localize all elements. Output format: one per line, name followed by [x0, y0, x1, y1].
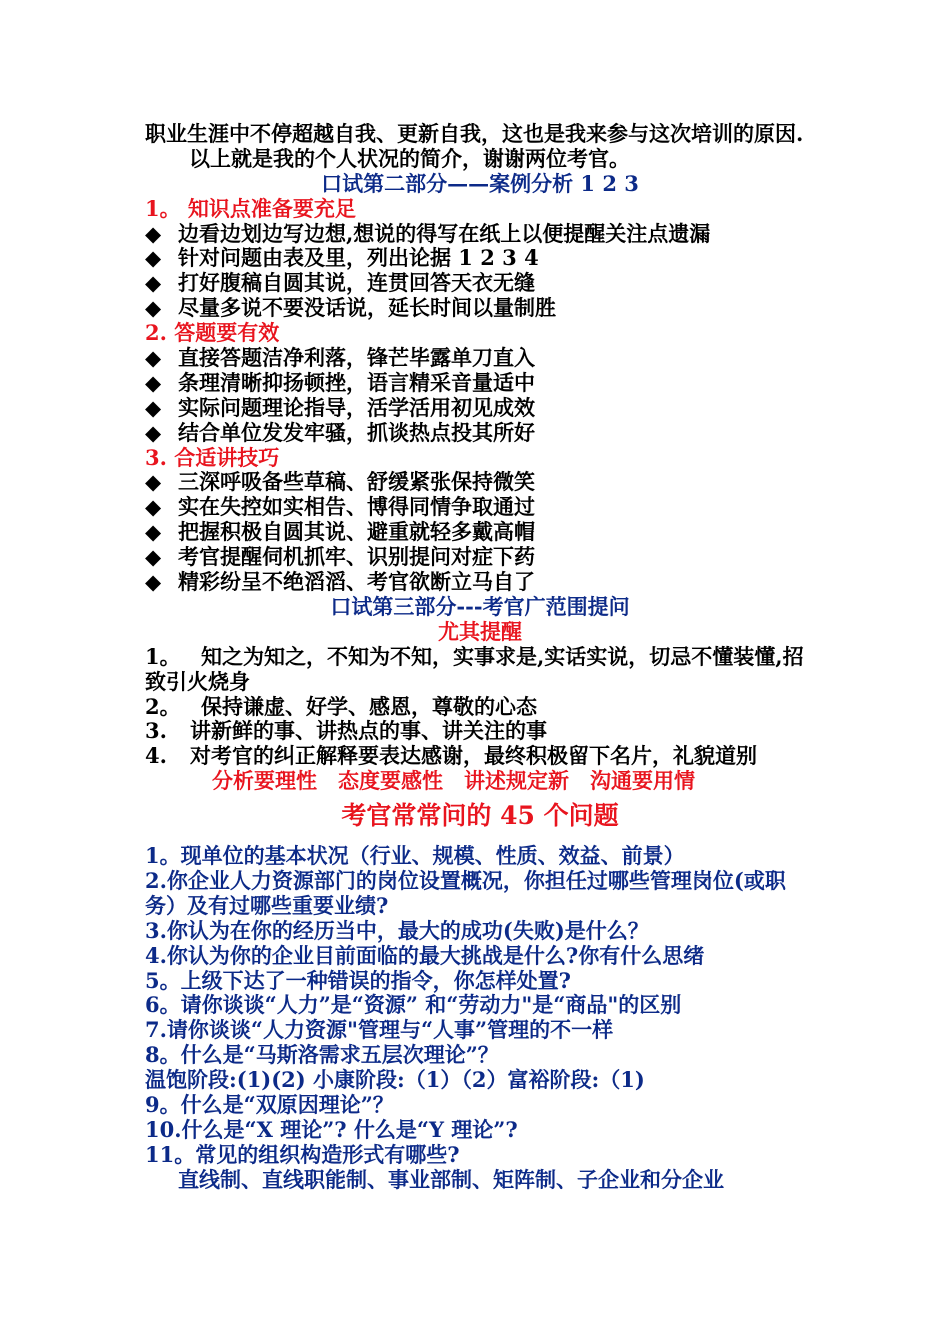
list-item: ◆ 边看边划边写边想,想说的得写在纸上以便提醒关注点遗漏 — [145, 220, 711, 246]
diamond-bullet-icon: ◆ — [145, 295, 162, 321]
diamond-bullet-icon: ◆ — [145, 220, 162, 246]
part2-section-1 — [145, 197, 815, 321]
question-item: 1。现单位的基本状况（行业、规模、性质、效益、前景） — [145, 843, 685, 869]
list-item: ◆ 考官提醒伺机抓牢、识别提问对症下药 — [145, 544, 535, 570]
list-item: 1。 知之为知之，不知为不知，实事求是,实话实说，切忌不懂装懂,招致引火烧身 — [145, 643, 804, 694]
part3-subtitle: 尤其提醒 — [438, 618, 522, 644]
intro-paragraph-1: 职业生涯中不停超越自我、更新自我，这也是我来参与这次培训的原因. — [145, 121, 804, 146]
part2-title: 口试第二部分——案例分析 1 2 3 — [321, 170, 639, 196]
question-item: 10.什么是“X 理论”? 什么是“Y 理论”? — [145, 1116, 518, 1142]
question-item: 6。请你谈谈“人力”是“资源” 和“劳动力"是“商品"的区别 — [145, 992, 682, 1018]
list-item: ◆ 实在失控如实相告、博得同情争取通过 — [145, 494, 535, 520]
list-item: ◆ 实际问题理论指导，活学活用初见成效 — [145, 394, 535, 420]
question-item: 5。上级下达了一种错误的指令，你怎样处置? — [145, 967, 571, 993]
part3-title: 口试第三部分---考官广范围提问 — [330, 593, 630, 619]
question-item: 11。常见的组织构造形式有哪些? — [145, 1141, 460, 1167]
section-heading: 3. 合适讲技巧 — [145, 444, 280, 470]
section-heading: 1。 知识点准备要充足 — [145, 195, 356, 221]
answer-item: 直线制、直线职能制、事业部制、矩阵制、子企业和分企业 — [178, 1166, 724, 1192]
questions-title: 考官常常问的 45 个问题 — [341, 801, 619, 831]
diamond-bullet-icon: ◆ — [145, 394, 162, 420]
list-item: ◆ 尽量多说不要没话说，延长时间以量制胜 — [145, 295, 556, 321]
list-item: ◆ 三深呼吸备些草稿、舒缓紧张保持微笑 — [145, 469, 535, 495]
question-item: 7.请你谈谈“人力资源"管理与“人事”管理的不一样 — [145, 1017, 614, 1043]
diamond-bullet-icon: ◆ — [145, 270, 162, 296]
question-item: 9。什么是“双原因理论”？ — [145, 1092, 394, 1118]
list-item: ◆ 条理清晰抑扬顿挫，语言精采音量适中 — [145, 369, 535, 395]
diamond-bullet-icon: ◆ — [145, 419, 162, 445]
diamond-bullet-icon: ◆ — [145, 345, 162, 371]
question-item: 2.你企业人力资源部门的岗位设置概况，你担任过哪些管理岗位(或职务）及有过哪些重要业绩? — [145, 867, 786, 918]
list-item: ◆ 直接答题洁净利落，锋芒毕露单刀直入 — [145, 345, 535, 371]
diamond-bullet-icon: ◆ — [145, 369, 162, 395]
diamond-bullet-icon: ◆ — [145, 569, 162, 595]
diamond-bullet-icon: ◆ — [145, 544, 162, 570]
diamond-bullet-icon: ◆ — [145, 519, 162, 545]
question-item: 3.你认为在你的经历当中，最大的成功(失败)是什么？ — [145, 917, 649, 943]
question-item: 温饱阶段:(1)(2) 小康阶段:（1）（2）富裕阶段:（1) — [145, 1067, 645, 1093]
list-item: 4. 对考官的纠正解释要表达感谢，最终积极留下名片，礼貌道别 — [145, 743, 757, 769]
question-item: 8。什么是“马斯洛需求五层次理论”？ — [145, 1042, 499, 1068]
list-item: ◆ 结合单位发发牢骚，抓谈热点投其所好 — [145, 419, 535, 445]
list-item: 3. 讲新鲜的事、讲热点的事、讲关注的事 — [145, 718, 547, 744]
section-heading: 2. 答题要有效 — [145, 320, 280, 346]
question-item: 4.你认为你的企业目前面临的最大挑战是什么?你有什么思绪 — [145, 942, 705, 968]
diamond-bullet-icon: ◆ — [145, 469, 162, 495]
list-item: ◆ 精彩纷呈不绝滔滔、考官欲断立马自了 — [145, 569, 535, 595]
diamond-bullet-icon: ◆ — [145, 494, 162, 520]
diamond-bullet-icon: ◆ — [145, 245, 162, 271]
list-item: ◆ 打好腹稿自圆其说，连贯回答天衣无缝 — [145, 270, 535, 296]
list-item: ◆ 把握积极自圆其说、避重就轻多戴高帽 — [145, 519, 535, 545]
document-content — [145, 122, 815, 1193]
list-item: 2。 保持谦虚、好学、感恩，尊敬的心态 — [145, 693, 537, 719]
part2-section-2 — [145, 321, 815, 445]
list-item: ◆ 针对问题由表及里，列出论据 1 2 3 4 — [145, 245, 539, 271]
part2-section-3 — [145, 446, 815, 595]
intro-paragraph-2: 以上就是我的个人状况的简介，谢谢两位考官。 — [189, 145, 630, 171]
slogan: 分析要理性 态度要感性 讲述规定新 沟通要用情 — [212, 768, 695, 794]
